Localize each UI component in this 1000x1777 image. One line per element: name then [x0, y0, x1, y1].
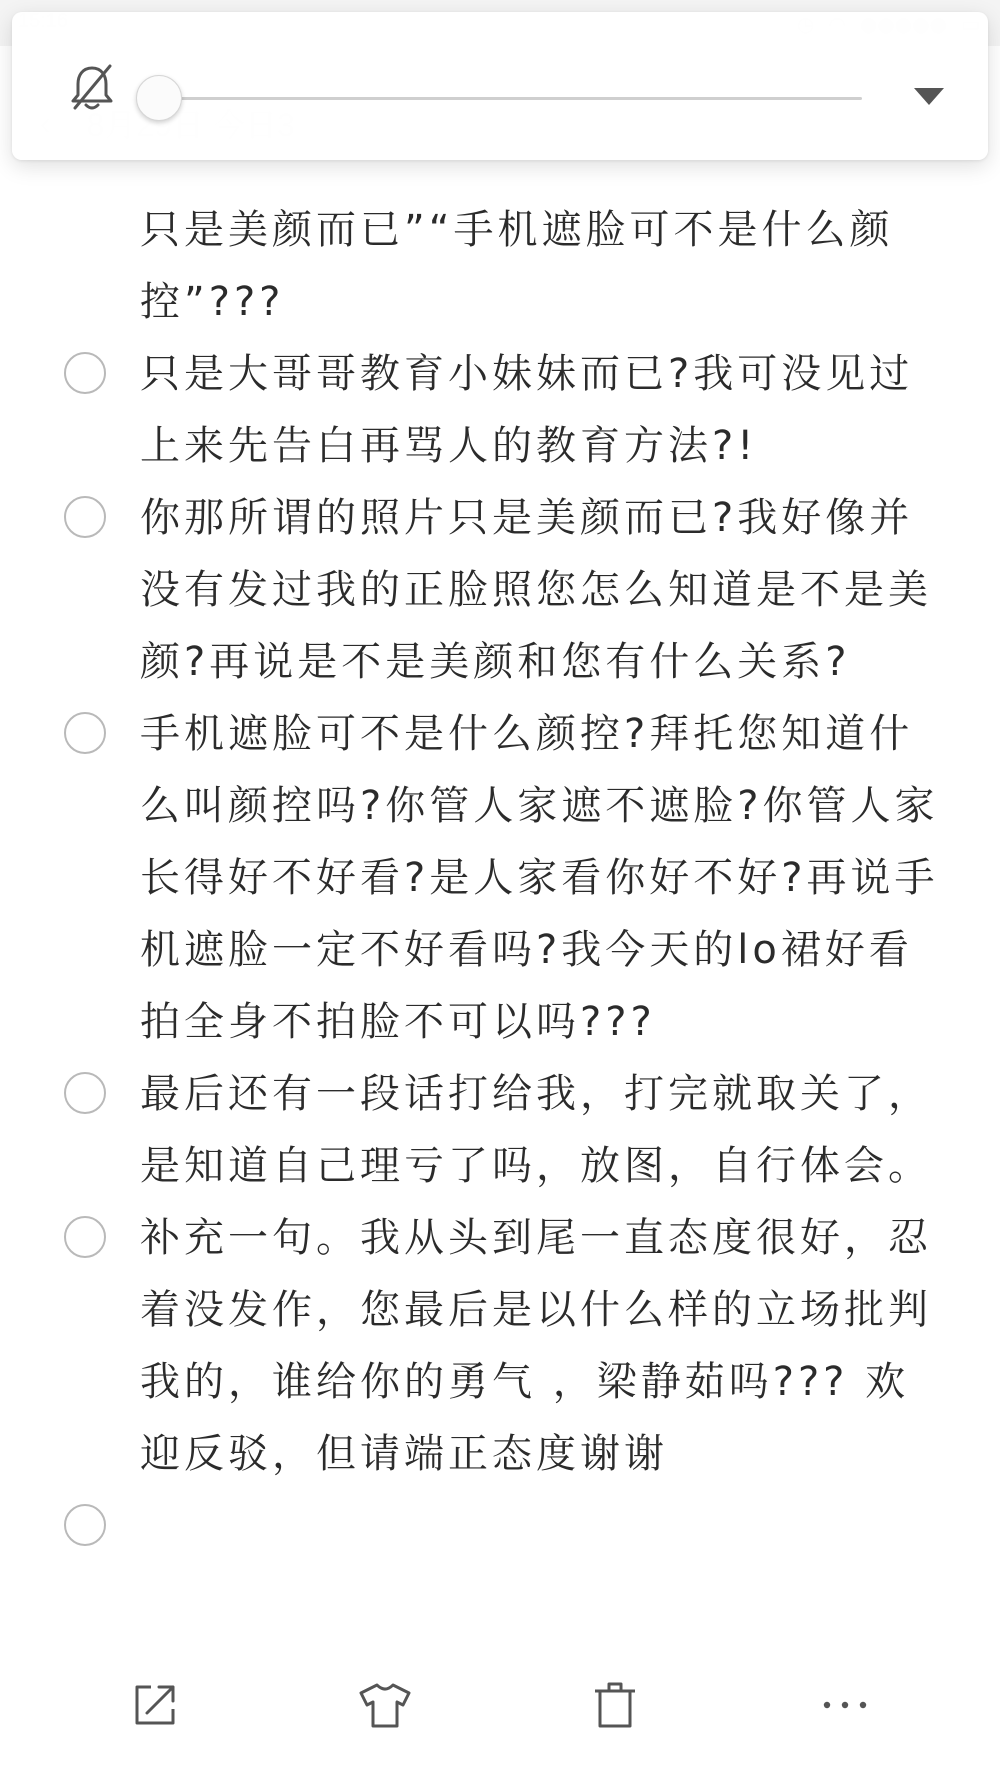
- checklist-item: [0, 482, 940, 698]
- bottom-toolbar: [0, 1660, 1000, 1750]
- note-content: [0, 194, 1000, 1570]
- dropdown-arrow-icon[interactable]: [914, 88, 944, 105]
- volume-panel: [12, 12, 988, 160]
- shirt-icon: [357, 1681, 413, 1729]
- checkbox[interactable]: [64, 352, 106, 394]
- more-button[interactable]: [790, 1660, 900, 1750]
- checklist-item-empty: [0, 1490, 940, 1570]
- checklist-item-text[interactable]: 最后还有一段话打给我，打完就取关了，是知道自己理亏了吗，放图，自行体会。: [140, 1071, 932, 1189]
- checkbox[interactable]: [64, 1216, 106, 1258]
- more-dots-icon: [821, 1699, 869, 1711]
- checklist-item: [0, 1202, 940, 1490]
- checklist-item: [0, 1058, 940, 1202]
- checklist-item-text[interactable]: 补充一句。我从头到尾一直态度很好，忍着没发作，您最后是以什么样的立场批判我的，谁给你的勇气 ，梁静茹吗??? 欢迎反驳，但请端正态度谢谢: [140, 1215, 932, 1477]
- delete-button[interactable]: [560, 1660, 670, 1750]
- volume-slider[interactable]: [172, 97, 862, 100]
- theme-button[interactable]: [330, 1660, 440, 1750]
- trash-icon: [591, 1680, 639, 1730]
- checkbox[interactable]: [64, 712, 106, 754]
- checklist-item: [0, 698, 940, 1058]
- note-line: [0, 194, 940, 338]
- checklist-item-text[interactable]: 手机遮脸可不是什么颜控?拜托您知道什么叫颜控吗?你管人家遮不遮脸?你管人家长得好不好看?是人家看你好不好?再说手机遮脸一定不好看吗?我今天的lo裙好看拍全身不拍脸不可以吗???: [140, 711, 939, 1045]
- bell-mute-icon[interactable]: [68, 62, 116, 112]
- checkbox[interactable]: [64, 496, 106, 538]
- note-line-text[interactable]: 只是美颜而已”“手机遮脸可不是什么颜控”???: [140, 207, 894, 325]
- volume-slider-thumb[interactable]: [136, 75, 182, 121]
- checkbox[interactable]: [64, 1504, 106, 1546]
- checkbox[interactable]: [64, 1072, 106, 1114]
- share-icon: [131, 1681, 179, 1729]
- share-button[interactable]: [100, 1660, 210, 1750]
- checklist-item-text[interactable]: 只是大哥哥教育小妹妹而已?我可没见过上来先告白再骂人的教育方法?!: [140, 351, 914, 469]
- checklist-item-text[interactable]: 你那所谓的照片只是美颜而已?我好像并没有发过我的正脸照您怎么知道是不是美颜?再说是不是美颜和您有什么关系?: [140, 495, 932, 685]
- checklist-item: [0, 338, 940, 482]
